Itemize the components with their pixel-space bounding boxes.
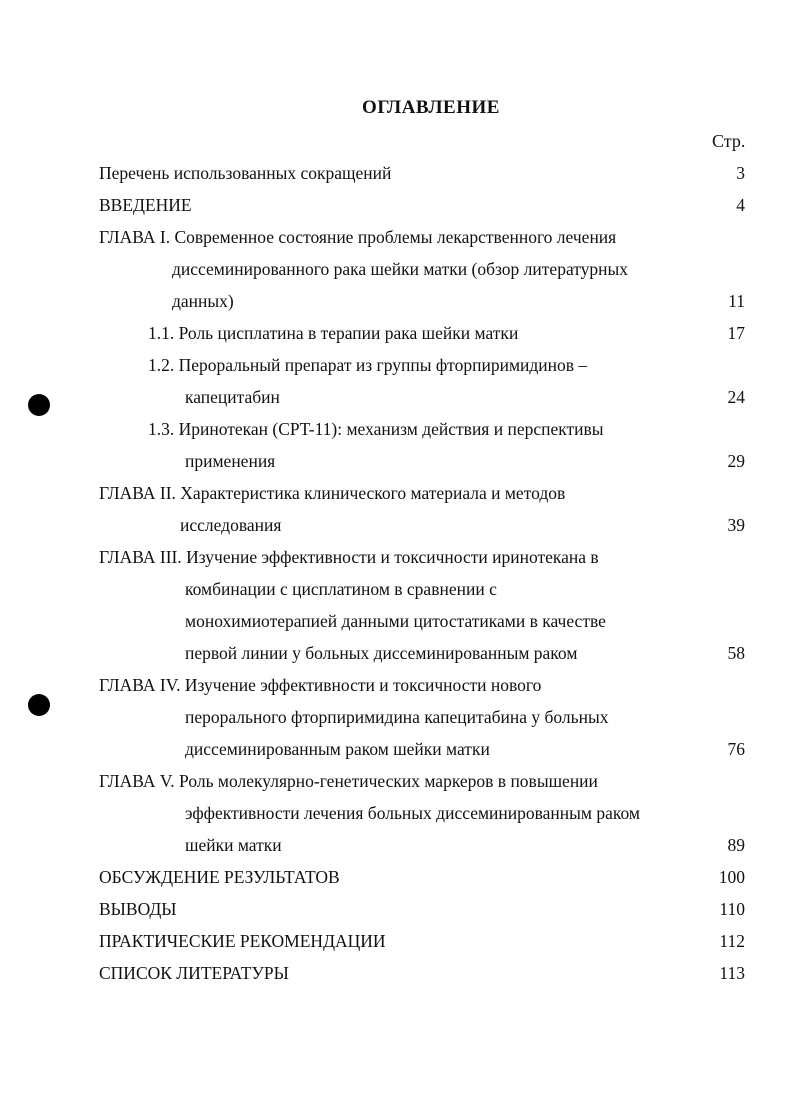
toc-entry-text: ГЛАВА III. Изучение эффективности и токсичности иринотекана в	[99, 547, 599, 567]
toc-entry-text: ГЛАВА II. Характеристика клинического материала и методов	[99, 483, 566, 503]
punch-hole-mark	[28, 394, 50, 416]
toc-entry-text: первой линии у больных диссеминированным раком	[185, 643, 578, 663]
toc-entry	[0, 765, 797, 797]
toc-entry-text: капецитабин	[185, 387, 280, 407]
toc-entry	[0, 157, 797, 189]
toc-entry-continuation	[0, 253, 797, 285]
toc-entry-text: ОБСУЖДЕНИЕ РЕЗУЛЬТАТОВ	[99, 867, 340, 887]
toc-entry-continuation	[0, 509, 797, 541]
toc-entry-text: ВВЕДЕНИЕ	[99, 195, 192, 215]
punch-hole-mark	[28, 694, 50, 716]
toc-page-number: 3	[736, 163, 745, 183]
toc-entry-text: ГЛАВА IV. Изучение эффективности и токсичности нового	[99, 675, 542, 695]
toc-entry	[0, 893, 797, 925]
toc-entry-text: комбинации с цисплатином в сравнении с	[185, 579, 497, 599]
toc-entry-continuation	[0, 285, 797, 317]
toc-page-number: 100	[718, 867, 745, 887]
toc-entry-text: ПРАКТИЧЕСКИЕ РЕКОМЕНДАЦИИ	[99, 931, 386, 951]
toc-entry-continuation	[0, 701, 797, 733]
toc-entry	[0, 221, 797, 253]
toc-page-number: 112	[719, 931, 745, 951]
table-of-contents	[0, 157, 797, 989]
toc-entry-text: исследования	[180, 515, 282, 535]
toc-page-number: 24	[727, 387, 745, 407]
toc-page-number: 17	[727, 323, 745, 343]
toc-entry-text: применения	[185, 451, 276, 471]
toc-page-number: 110	[719, 899, 745, 919]
toc-entry-text: СПИСОК ЛИТЕРАТУРЫ	[99, 963, 289, 983]
toc-entry-text: эффективности лечения больных диссеминированным раком	[185, 803, 640, 823]
toc-entry	[0, 189, 797, 221]
toc-entry-text: ГЛАВА V. Роль молекулярно-генетических маркеров в повышении	[99, 771, 598, 791]
toc-entry-text: диссеминированного рака шейки матки (обзор литературных	[172, 259, 629, 279]
toc-entry-text: ГЛАВА I. Современное состояние проблемы лекарственного лечения	[99, 227, 617, 247]
toc-entry-continuation	[0, 829, 797, 861]
toc-entry-text: перорального фторпиримидина капецитабина у больных	[185, 707, 609, 727]
toc-entry	[0, 957, 797, 989]
toc-entry-continuation	[0, 733, 797, 765]
toc-entry-continuation	[0, 381, 797, 413]
toc-page-number: 89	[727, 835, 745, 855]
toc-page-number: 113	[719, 963, 745, 983]
toc-entry-text: 1.1. Роль цисплатина в терапии рака шейки матки	[148, 323, 519, 343]
toc-entry-text: 1.3. Иринотекан (CPT-11): механизм действия и перспективы	[148, 419, 604, 439]
toc-entry	[0, 669, 797, 701]
toc-entry-text: шейки матки	[185, 835, 282, 855]
toc-entry-continuation	[0, 445, 797, 477]
toc-page-number: 39	[727, 515, 745, 535]
toc-entry	[0, 477, 797, 509]
toc-entry-text: монохимиотерапией данными цитостатиками в качестве	[185, 611, 606, 631]
toc-entry-text: диссеминированным раком шейки матки	[185, 739, 490, 759]
toc-page-number: 29	[727, 451, 745, 471]
toc-page-number: 76	[727, 739, 745, 759]
toc-entry	[0, 413, 797, 445]
toc-page-number: 4	[736, 195, 745, 215]
toc-entry	[0, 925, 797, 957]
toc-page-number: 58	[727, 643, 745, 663]
toc-entry	[0, 349, 797, 381]
toc-entry-continuation	[0, 797, 797, 829]
toc-entry-text: ВЫВОДЫ	[99, 899, 177, 919]
toc-entry-text: Перечень использованных сокращений	[99, 163, 392, 183]
toc-entry-text: 1.2. Пероральный препарат из группы фторпиримидинов –	[148, 355, 588, 375]
toc-entry-text: данных)	[172, 291, 234, 311]
toc-entry	[0, 861, 797, 893]
toc-entry	[0, 541, 797, 573]
toc-entry-continuation	[0, 573, 797, 605]
toc-entry	[0, 317, 797, 349]
toc-page-number: 11	[728, 291, 745, 311]
page-column-label: Стр.	[712, 131, 746, 151]
toc-entry-continuation	[0, 605, 797, 637]
toc-title: ОГЛАВЛЕНИЕ	[362, 97, 500, 118]
toc-entry-continuation	[0, 637, 797, 669]
